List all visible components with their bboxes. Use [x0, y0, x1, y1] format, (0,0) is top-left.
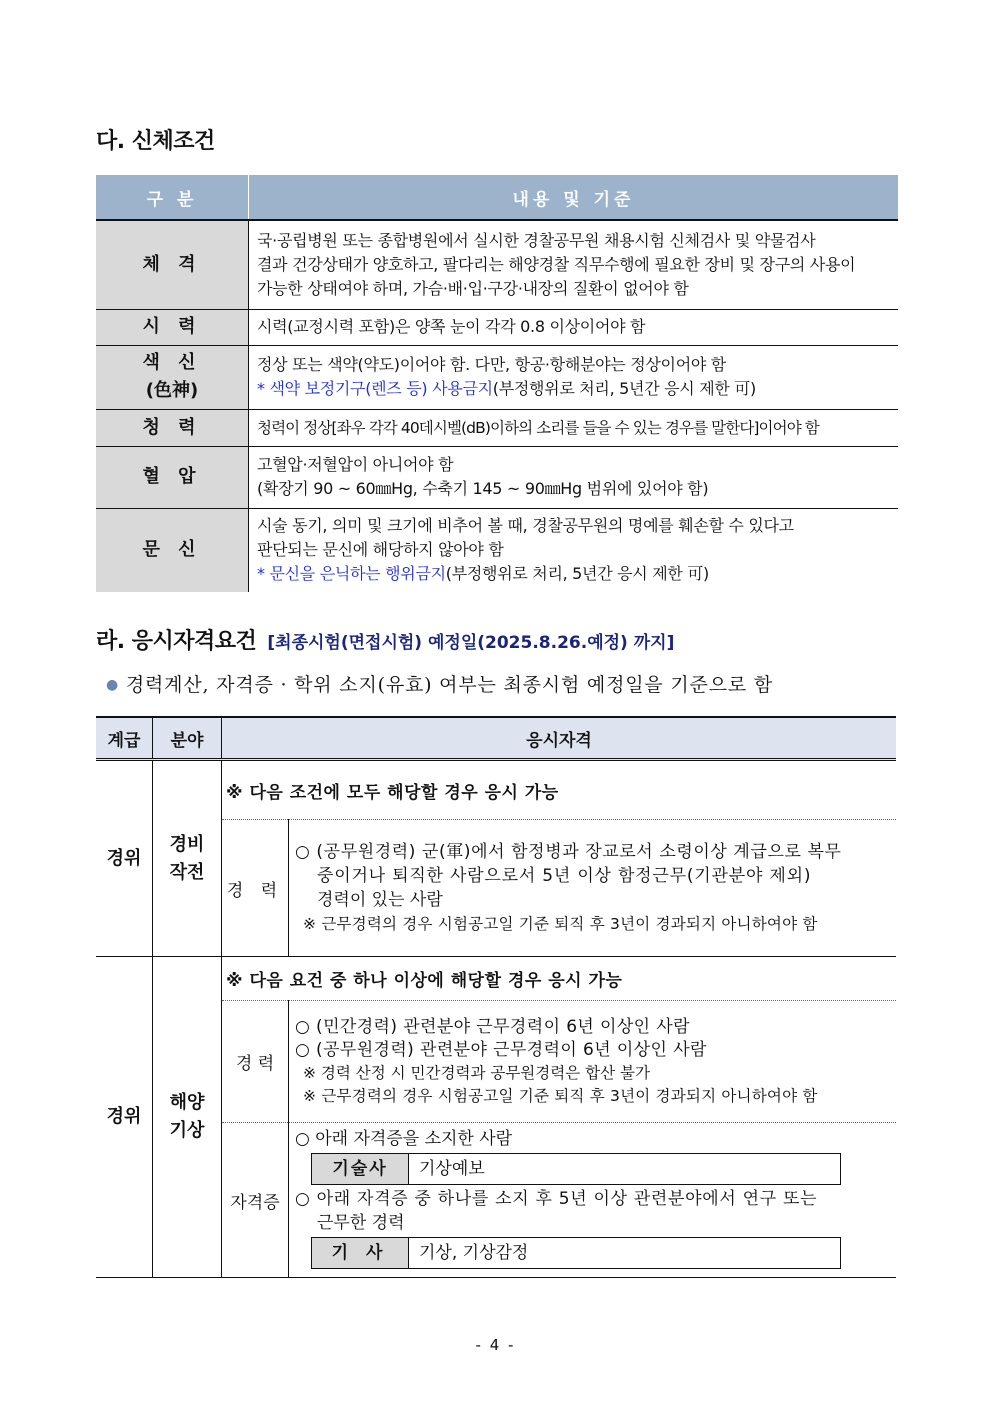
table-row — [96, 957, 896, 1001]
note-blue: * 색약 보정기구(렌즈 등) 사용금지 — [257, 379, 493, 398]
note-line: ※ 근무경력의 경우 시험공고일 기준 퇴직 후 3년이 경과되지 아니하여야 함 — [303, 1086, 818, 1105]
text-line: ○ 아래 자격증을 소지한 사람 — [295, 1129, 513, 1149]
text-line: 정상 또는 색약(약도)이어야 함. 다만, 항공·항해분야는 정상이어야 함 — [257, 355, 726, 374]
note-black: (부정행위로 처리, 5년간 응시 제한 可) — [492, 379, 756, 398]
bullet-note — [106, 670, 773, 697]
table-row — [96, 220, 898, 309]
certificate-content — [289, 1123, 897, 1278]
table-row — [96, 345, 898, 409]
header-category: 구 분 — [96, 175, 249, 220]
level-cell: 경위 — [96, 957, 153, 1278]
content-tattoo — [249, 508, 899, 592]
field-cell — [153, 760, 222, 957]
category-tattoo: 문 신 — [96, 508, 249, 592]
category-hearing: 청 력 — [96, 409, 249, 446]
certificate-box — [311, 1237, 841, 1269]
text-line: (확장기 90 ~ 60㎜Hg, 수축기 145 ~ 90㎜Hg 범위에 있어야 함) — [257, 479, 709, 498]
field-label: 작전 — [169, 861, 205, 883]
level-cell: 경위 — [96, 760, 153, 957]
qualification-table — [96, 716, 896, 1278]
category-label-hanja: (色神) — [145, 380, 199, 401]
text-line: ○ (민간경력) 관련분야 근무경력이 6년 이상인 사람 — [295, 1016, 690, 1037]
note-line — [257, 377, 890, 401]
text-line: 근무한 경력 — [317, 1213, 405, 1233]
section-d-heading — [96, 624, 674, 655]
bullet-icon: ● — [106, 677, 120, 693]
header-level: 계급 — [96, 717, 153, 760]
text-line: 가능한 상태여야 하며, 가슴·배·입·구강·내장의 질환이 없어야 함 — [257, 278, 689, 298]
bullet-text: 경력계산, 자격증 · 학위 소지(유효) 여부는 최종시험 예정일을 기준으로 함 — [125, 674, 774, 696]
certificate-key: 기술사 — [312, 1154, 409, 1184]
text-line: ○ (공무원경력) 관련분야 근무경력이 6년 이상인 사람 — [295, 1039, 707, 1060]
header-field: 분야 — [153, 717, 222, 760]
category-physique: 체 격 — [96, 220, 249, 309]
category-label: 색 신 — [142, 352, 202, 373]
certificate-box — [311, 1153, 841, 1185]
header-content: 내용 및 기준 — [249, 175, 899, 220]
field-label: 해양 — [169, 1092, 205, 1113]
text-line: 국·공립병원 또는 종합병원에서 실시한 경찰공무원 채용시험 신체검사 및 약물검사 — [257, 230, 816, 250]
note-line: ※ 경력 산정 시 민간경력과 공무원경력은 합산 불가 — [303, 1063, 650, 1082]
text-line: ○ (공무원경력) 군(軍)에서 함정병과 장교로서 소령이상 계급으로 복무 — [295, 842, 842, 862]
table-header-row — [96, 717, 896, 760]
text-line: 결과 건강상태가 양호하고, 팔다리는 해양경찰 직무수행에 필요한 장비 및 장구의 사용이 — [257, 254, 856, 274]
sub-label-career: 경 력 — [222, 820, 289, 957]
content-blood-pressure — [249, 446, 899, 508]
table-row — [96, 508, 898, 592]
section-d-subtitle: [최종시험(면접시험) 예정일(2025.8.26.예정) 까지] — [267, 633, 675, 653]
table-row — [96, 446, 898, 508]
career-content — [289, 1001, 897, 1123]
note-blue: * 문신을 은닉하는 행위금지 — [257, 564, 446, 584]
certificate-value: 기상, 기상감정 — [419, 1243, 529, 1263]
table-row — [96, 409, 898, 446]
category-color — [96, 345, 249, 409]
header-qualification: 응시자격 — [222, 717, 897, 760]
category-vision: 시 력 — [96, 309, 249, 345]
table-row — [96, 309, 898, 345]
certificate-value: 기상예보 — [419, 1159, 485, 1179]
content-hearing: 청력이 정상[좌우 각각 40데시벨(dB)이하의 소리를 들을 수 있는 경우를 말한다]이어야 함 — [249, 409, 899, 446]
field-label: 경비 — [169, 833, 205, 855]
content-physique — [249, 220, 899, 309]
content-color — [249, 345, 899, 409]
table-row — [96, 760, 896, 820]
category-blood-pressure: 혈 압 — [96, 446, 249, 508]
text-line: ○ 아래 자격증 중 하나를 소지 후 5년 이상 관련분야에서 연구 또는 — [295, 1189, 818, 1209]
sub-label-certificate: 자격증 — [222, 1123, 289, 1278]
sub-label-career: 경 력 — [222, 1001, 289, 1123]
physical-requirements-table — [96, 175, 898, 592]
field-cell — [153, 957, 222, 1278]
text-line: 시술 동기, 의미 및 크기에 비추어 볼 때, 경찰공무원의 명예를 훼손할 수 있다고 — [257, 516, 794, 536]
section-d-title: 라. 응시자격요건 — [96, 629, 257, 654]
text-line: 판단되는 문신에 해당하지 않아야 함 — [257, 540, 504, 560]
page-number: - 4 - — [475, 1336, 516, 1354]
condition-text: ※ 다음 요건 중 하나 이상에 해당할 경우 응시 가능 — [222, 957, 897, 1001]
certificate-key: 기 사 — [312, 1238, 409, 1268]
note-line — [257, 562, 890, 586]
note-line: ※ 근무경력의 경우 시험공고일 기준 퇴직 후 3년이 경과되지 아니하여야 함 — [303, 915, 818, 933]
career-content — [289, 820, 897, 957]
table-header-row — [96, 175, 898, 220]
field-label: 기상 — [169, 1120, 205, 1141]
section-c-title: 다. 신체조건 — [96, 129, 215, 154]
text-line: 경력이 있는 사람 — [317, 890, 443, 910]
text-line: 고혈압·저혈압이 아니어야 함 — [257, 455, 454, 474]
condition-text: ※ 다음 조건에 모두 해당할 경우 응시 가능 — [222, 760, 897, 820]
content-vision: 시력(교정시력 포함)은 양쪽 눈이 각각 0.8 이상이어야 함 — [249, 309, 899, 345]
note-black: (부정행위로 처리, 5년간 응시 제한 可) — [445, 564, 709, 584]
text-line: 중이거나 퇴직한 사람으로서 5년 이상 함정근무(기관분야 제외) — [317, 866, 812, 886]
